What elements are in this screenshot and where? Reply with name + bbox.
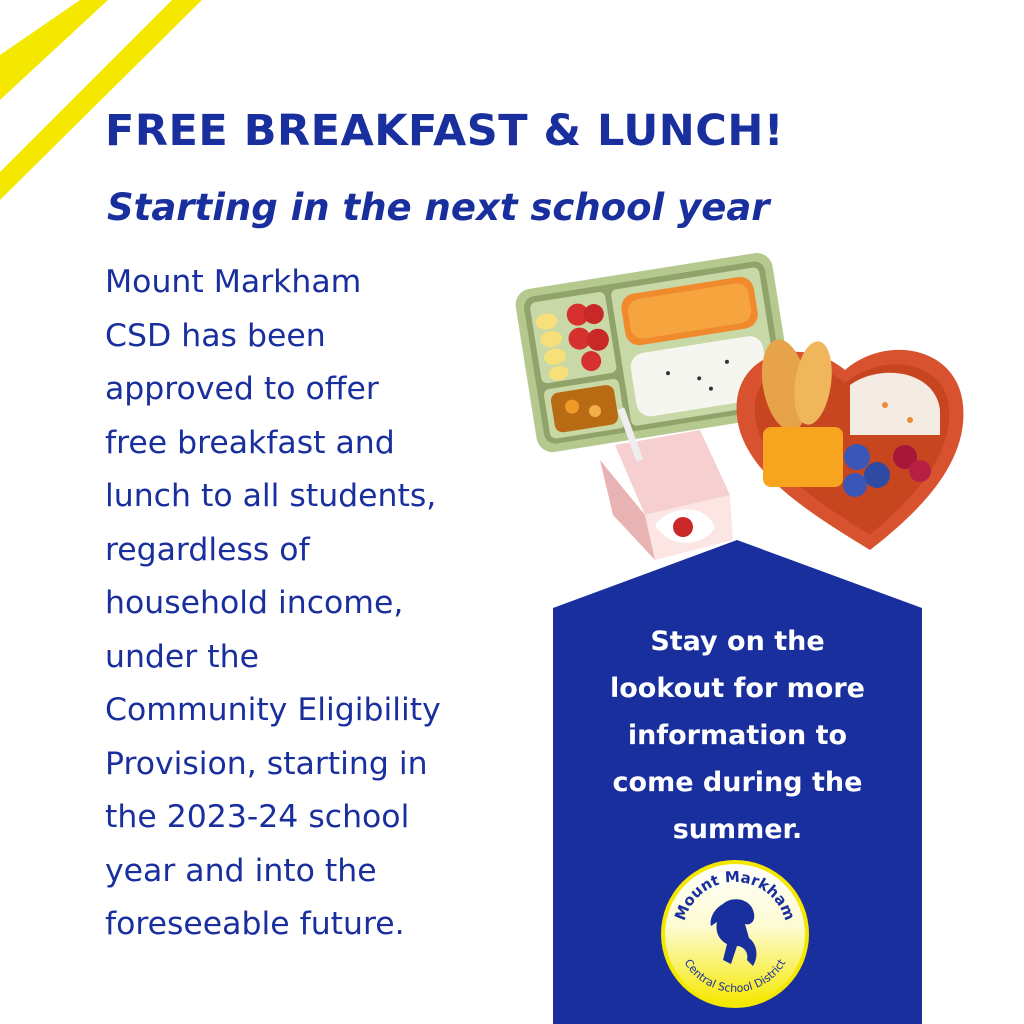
logo-top-text: Mount Markham <box>671 867 799 923</box>
info-line: come during the <box>612 767 863 798</box>
body-line: regardless of <box>105 531 310 568</box>
body-line: foreseeable future. <box>105 906 405 942</box>
body-line: under the <box>105 638 259 675</box>
food-illustration <box>505 235 985 565</box>
announcement-body <box>105 256 525 952</box>
body-line: free breakfast and <box>105 424 395 461</box>
headline: FREE BREAKFAST & LUNCH! <box>105 106 784 156</box>
body-line: approved to offer <box>105 371 379 407</box>
info-line: lookout for more <box>610 673 865 704</box>
body-line: year and into the <box>105 852 377 889</box>
info-line: summer. <box>672 814 803 845</box>
body-line: lunch to all students, <box>105 478 437 514</box>
district-logo <box>653 852 817 1016</box>
info-line: information to <box>627 720 848 751</box>
info-message <box>563 618 912 853</box>
body-line: Mount Markham <box>105 264 362 300</box>
body-line: CSD has been <box>105 317 326 354</box>
info-line: Stay on the <box>650 626 825 657</box>
info-panel <box>553 540 922 1024</box>
body-line: Provision, starting in <box>105 745 428 782</box>
heart-bento-icon <box>737 336 964 550</box>
body-line: the 2023-24 school <box>105 799 410 835</box>
logo-bottom-text: Central School District <box>681 956 789 996</box>
subheadline: Starting in the next school year <box>107 186 770 229</box>
body-line: household income, <box>105 585 404 621</box>
body-line: Community Eligibility <box>105 692 441 728</box>
